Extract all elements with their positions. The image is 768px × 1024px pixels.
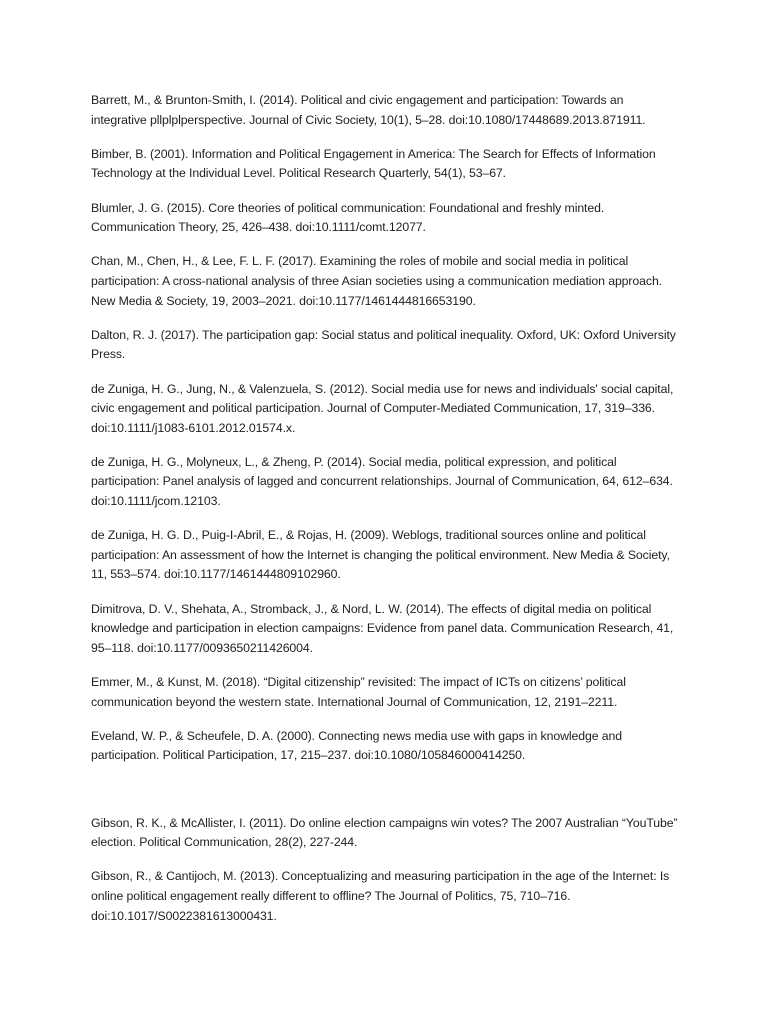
reference-entry: Gibson, R. K., & McAllister, I. (2011). Do online election campaigns win votes? The 2007 Australian “YouTube” election. Political Communication, 28(2), 227-244. bbox=[91, 815, 678, 850]
reference-entry: Emmer, M., & Kunst, M. (2018). “Digital citizenship” revisited: The impact of ICTs on citizens’ political communication beyond the western state. International Journal of Communication, 12, 2191–2211. bbox=[91, 675, 626, 709]
reference-entry: Barrett, M., & Brunton-Smith, I. (2014). Political and civic engagement and participation: Towards an integrative pllplplperspective. Journal of Civic Society, 10(1), 5–28. doi:10.1080/17448689.2013.871911. bbox=[91, 93, 646, 127]
reference-entry: de Zuniga, H. G. D., Puig-I-Abril, E., & Rojas, H. (2009). Weblogs, traditional sources online and political participation: An assessment of how the Internet is changing the political environment. New Media & Society, 11, 553–574. doi:10.1177/1461444809102960. bbox=[91, 528, 670, 582]
blank-paragraph-gap bbox=[91, 781, 681, 814]
reference-entry: de Zuniga, H. G., Jung, N., & Valenzuela, S. (2012). Social media use for news and individuals' social capital, civic engagement and political participation. Journal of Computer-Mediated Communication, 17, 319–336. doi:10.1111/j1083-6101.2012.01574.x. bbox=[91, 381, 674, 435]
reference-entry: Dimitrova, D. V., Shehata, A., Stromback, J., & Nord, L. W. (2014). The effects of digital media on political knowledge and participation in election campaigns: Evidence from panel data. Communication Research, 41, 95–118. doi:10.1177/0093650211426004. bbox=[91, 601, 674, 655]
reference-entry: Gibson, R., & Cantijoch, M. (2013). Conceptualizing and measuring participation in the age of the Internet: Is online political engagement really different to offline? The Journal of Politics, 75, 710–716. doi:10.1017/S0022381613000431. bbox=[91, 869, 670, 923]
reference-entry: de Zuniga, H. G., Molyneux, L., & Zheng, P. (2014). Social media, political expression, and political participation: Panel analysis of lagged and concurrent relationships. Journal of Communication, 64, 612–634. doi:10.1111/jcom.12103. bbox=[91, 454, 673, 509]
reference-entry: Blumler, J. G. (2015). Core theories of political communication: Foundational and freshly minted. Communication Theory, 25, 426–438. doi:10.1111/comt.12077. bbox=[91, 200, 605, 235]
reference-entry: Dalton, R. J. (2017). The participation gap: Social status and political inequality. Oxford, UK: Oxford University Press. bbox=[91, 327, 676, 362]
reference-entry: Chan, M., Chen, H., & Lee, F. L. F. (2017). Examining the roles of mobile and social media in political participation: A cross-national analysis of three Asian societies using a communication mediation approach. New Media & Society, 19, 2003–2021. doi:10.1177/1461444816653190. bbox=[91, 254, 662, 308]
reference-entry: Bimber, B. (2001). Information and Political Engagement in America: The Search for Effects of Information Technology at the Individual Level. Political Research Quarterly, 54(1), 53–67. bbox=[91, 146, 656, 181]
reference-list bbox=[91, 91, 681, 941]
reference-entry: Eveland, W. P., & Scheufele, D. A. (2000). Connecting news media use with gaps in knowledge and participation. Political Participation, 17, 215–237. doi:10.1080/105846000414250. bbox=[91, 728, 622, 763]
